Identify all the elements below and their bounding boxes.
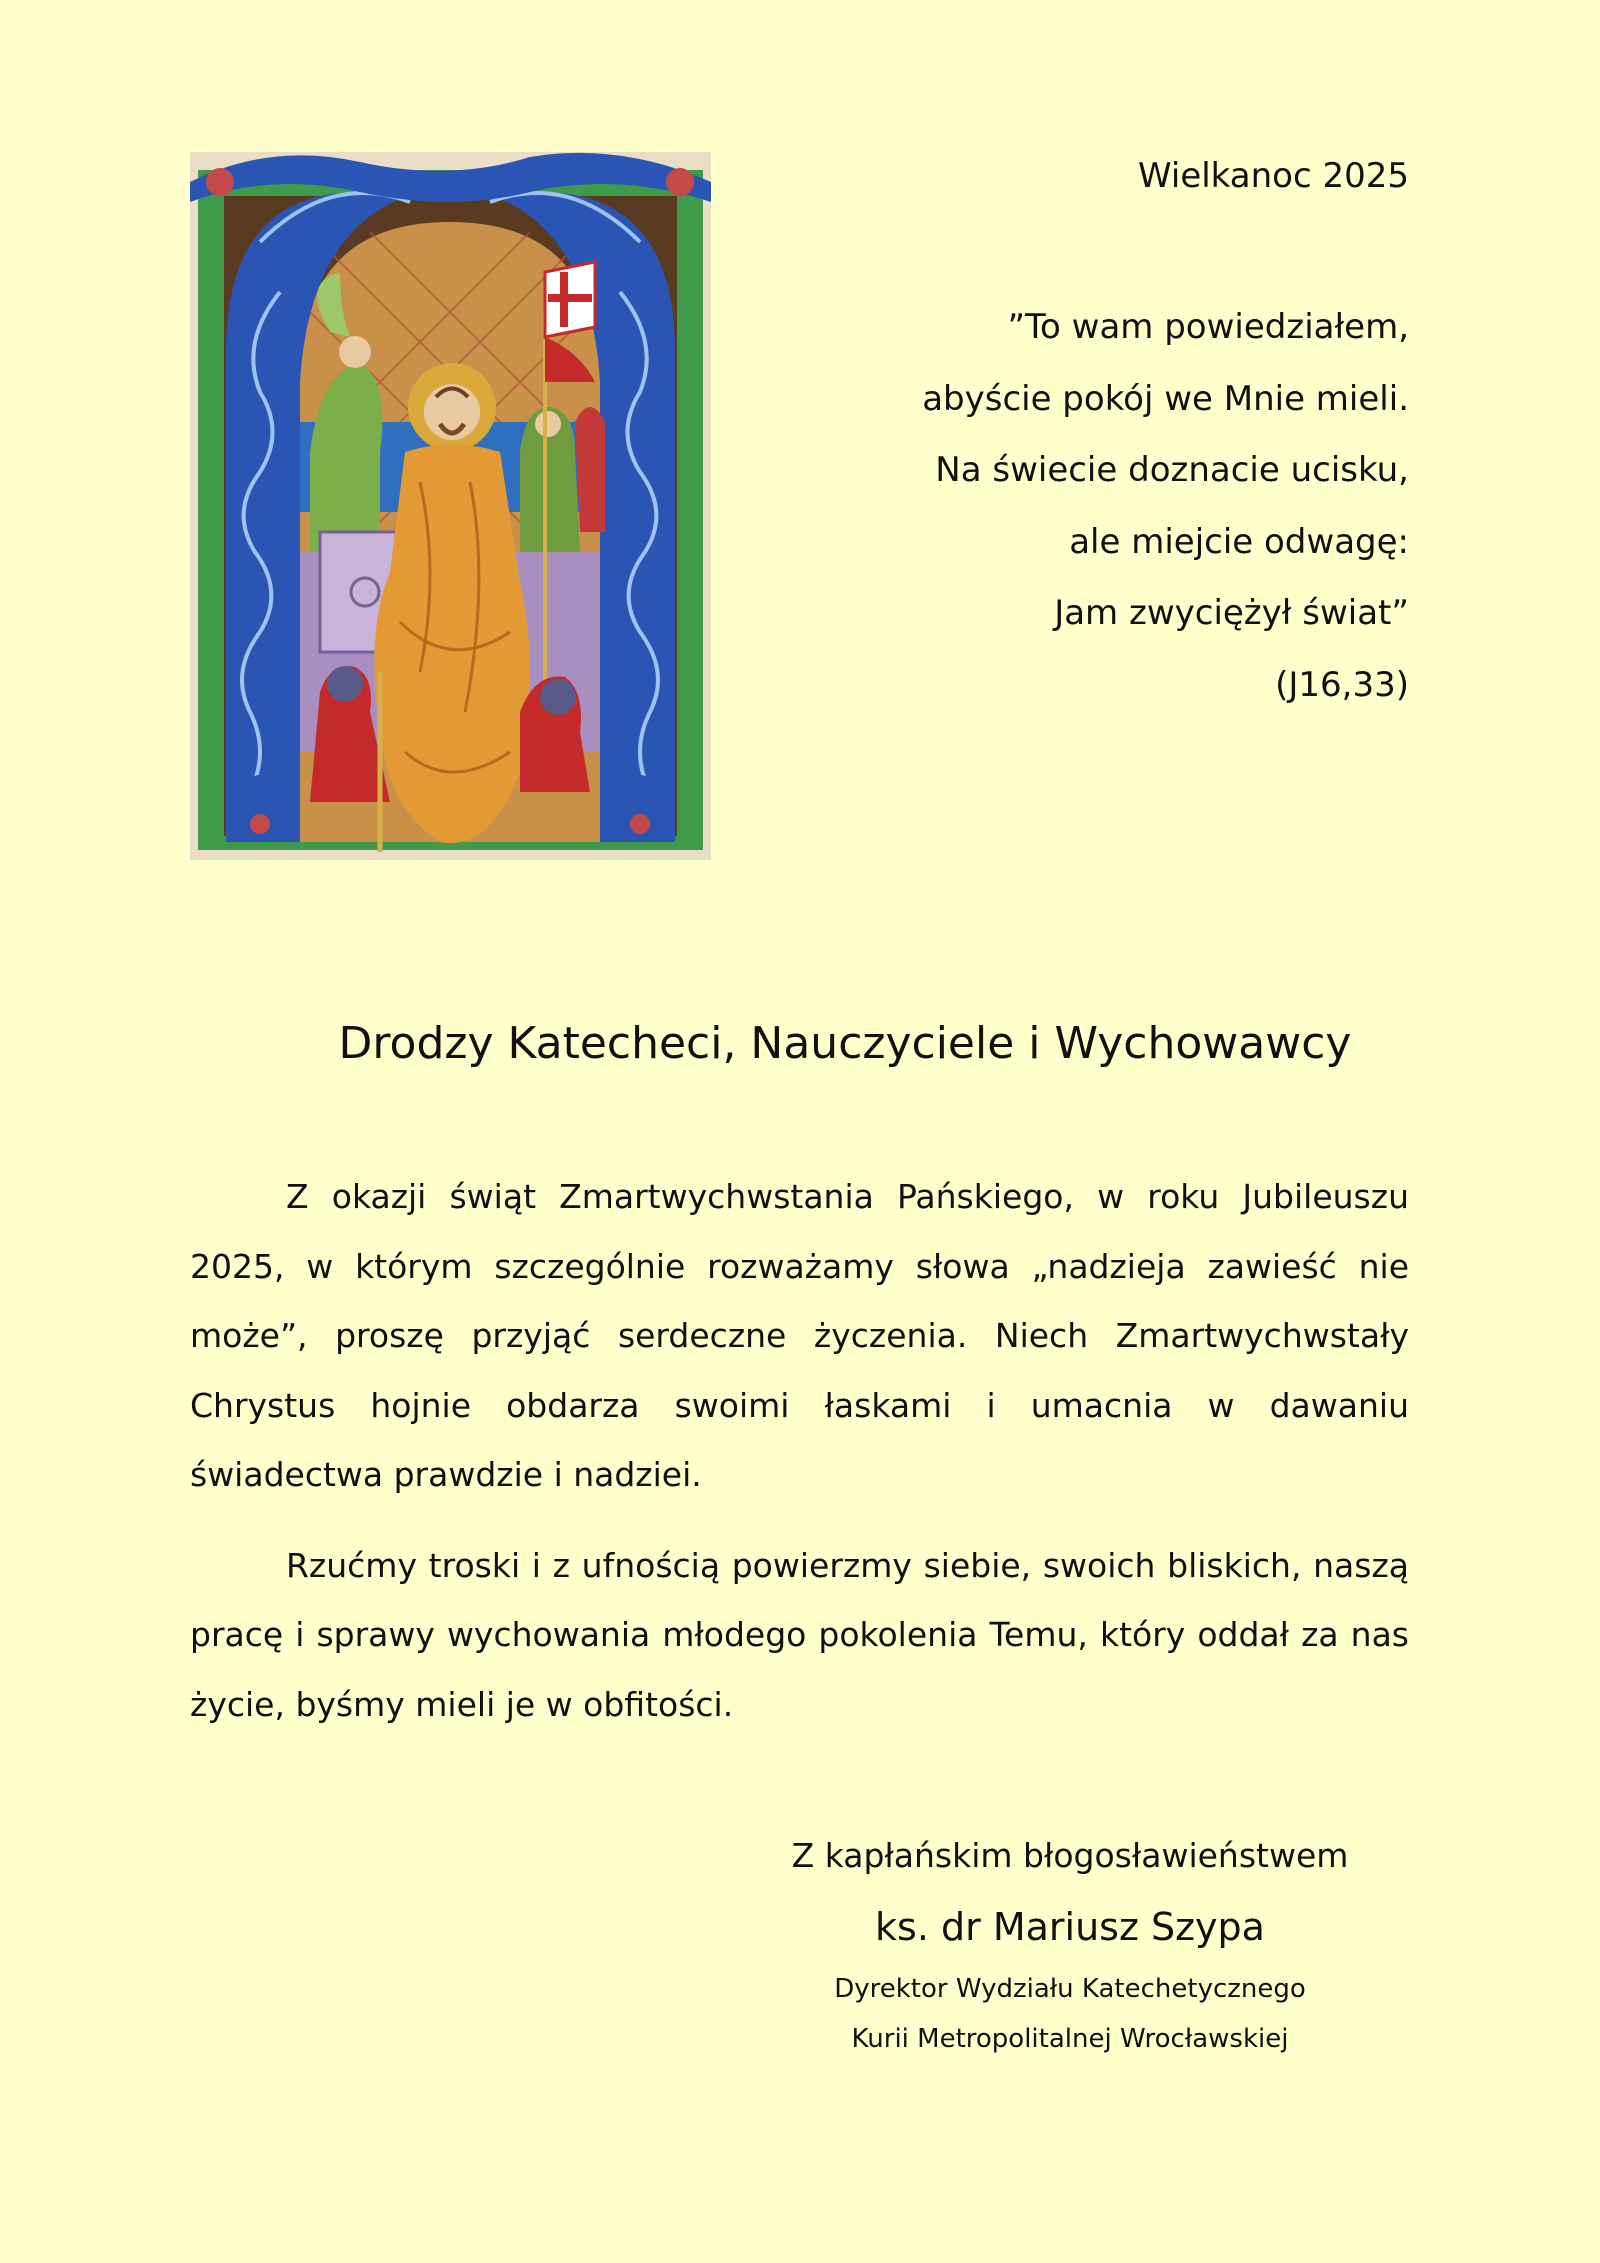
illuminated-initial-image [190, 152, 711, 860]
signature-title-line-2: Kurii Metropolitalnej Wrocławskiej [851, 2024, 1289, 2054]
signature-greeting: Z kapłańskim błogosławieństwem [791, 1836, 1349, 1875]
quote-line: ale miejcie odwagę: [1069, 521, 1409, 562]
resurrection-miniature [190, 152, 711, 860]
signature-title-line-1: Dyrektor Wydziału Katechetycznego [834, 1974, 1306, 2004]
quote-line: Na świecie doznacie ucisku, [935, 450, 1409, 490]
signature-name: ks. dr Mariusz Szypa [875, 1905, 1265, 1949]
quote-line: abyście pokój we Mnie mieli. [922, 378, 1409, 419]
quote-line: Jam zwyciężył świat” [1054, 593, 1409, 633]
scripture-quote [922, 292, 1409, 721]
body-paragraph-2: Rzućmy troski i z ufnością powierzmy siebie, swoich bliskich, naszą pracę i sprawy wychowania młodego pokolenia Temu, który oddał za nas życie, byśmy mieli je w obfitości. [190, 1545, 1409, 1724]
quote-line: ”To wam powiedziałem, [1007, 307, 1409, 347]
letter-body [190, 1162, 1409, 1760]
salutation-heading: Drodzy Katecheci, Nauczyciele i Wychowawcy [338, 1018, 1352, 1069]
body-paragraph-1: Z okazji świąt Zmartwychwstania Pańskiego, w roku Jubileuszu 2025, w którym szczególnie rozważamy słowa „nadzieja zawieść nie może”, proszę przyjąć serdeczne życzenia. Niech Zmartwychwstały Chrystus hojnie obdarza swoimi łaskami i umacnia w dawaniu świadectwa prawdzie i nadziei. [190, 1177, 1409, 1494]
quote-reference: (J16,33) [1275, 664, 1409, 705]
signature-block [770, 1830, 1370, 2064]
letter-date: Wielkanoc 2025 [1138, 156, 1409, 196]
